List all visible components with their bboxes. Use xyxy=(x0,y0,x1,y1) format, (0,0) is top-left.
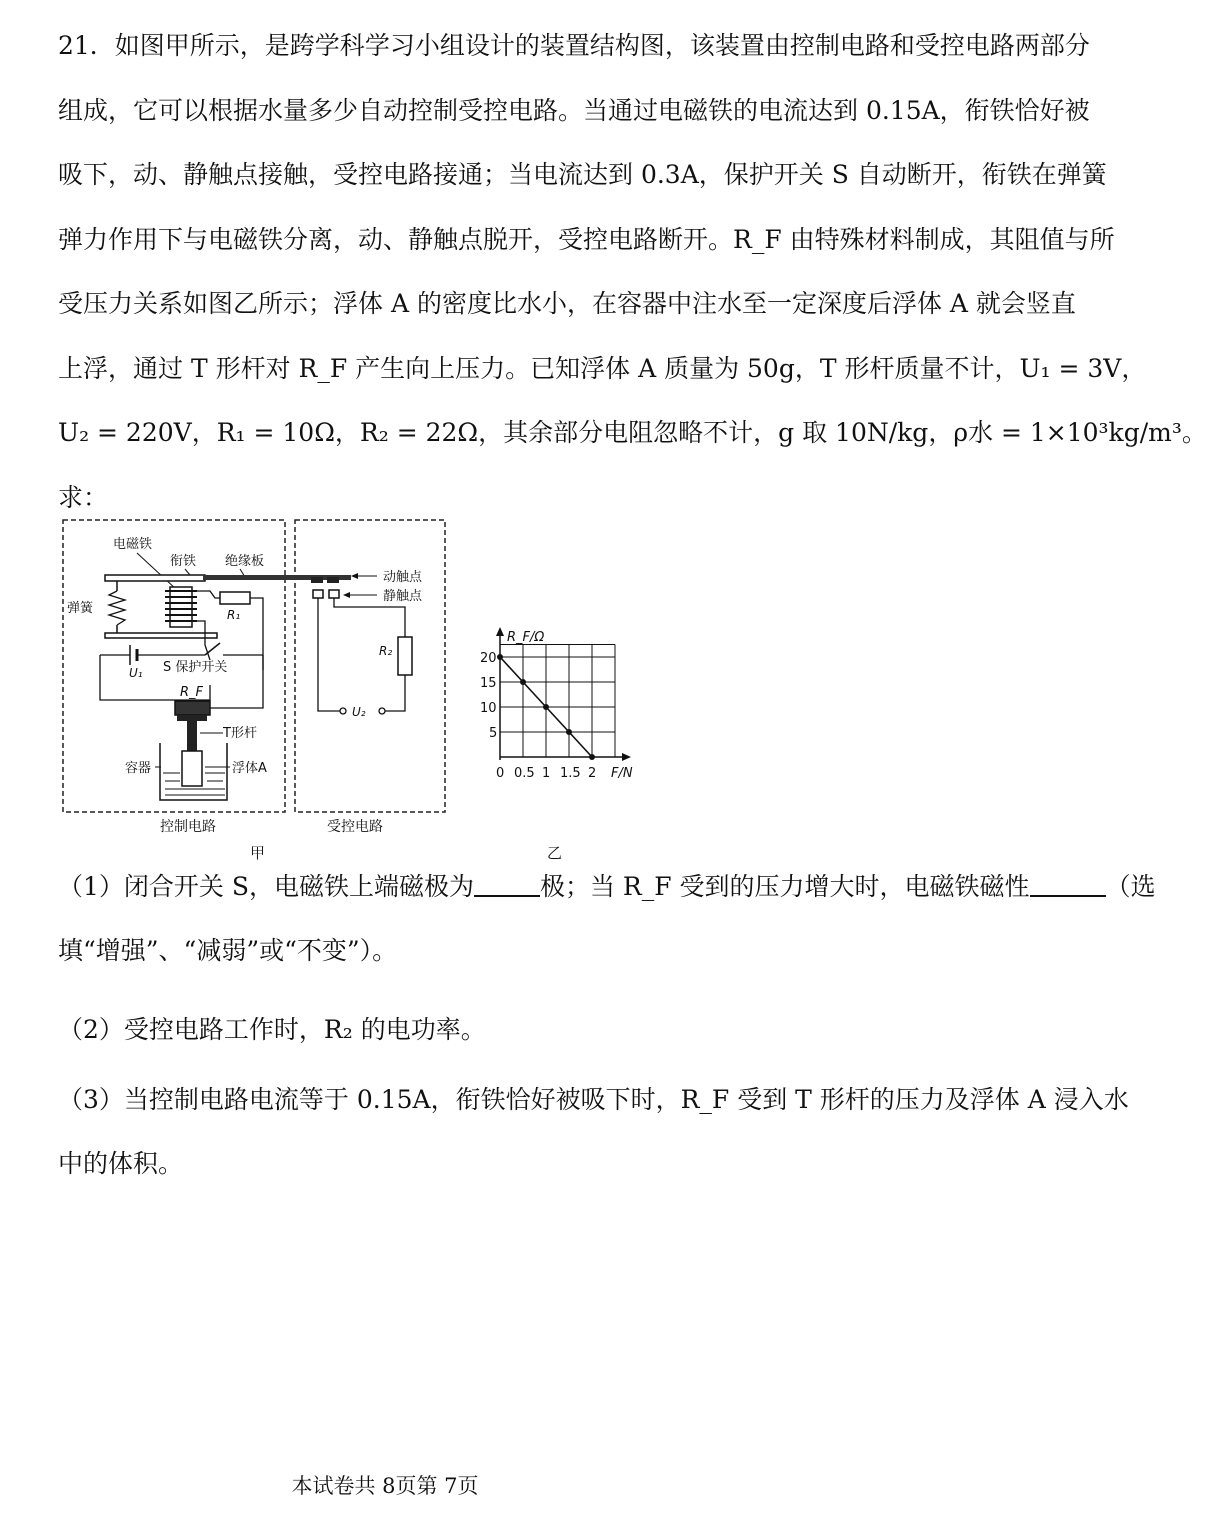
label-electromagnet: 电磁铁 xyxy=(113,537,153,552)
page-footer: 本试卷共 8页第 7页 xyxy=(291,1474,479,1498)
label-armature: 衔铁 xyxy=(170,554,197,569)
data-point xyxy=(589,754,595,760)
label-t-rod: T形杆 xyxy=(223,726,257,741)
label-controlled-circuit: 受控电路 xyxy=(327,819,383,835)
problem-line: 求： xyxy=(58,482,109,512)
label-u1: U₁ xyxy=(129,666,143,680)
label-control-circuit: 控制电路 xyxy=(160,819,216,835)
q1-text-b: 极；当 R_F 受到的压力增大时，电磁铁磁性 xyxy=(539,872,1030,901)
answer-blank-magnetism[interactable] xyxy=(1030,873,1106,897)
q2-text: （2）受控电路工作时，R₂ 的电功率。 xyxy=(58,1015,486,1044)
x-tick-label: 0 xyxy=(496,766,505,781)
x-tick-label: 1.5 xyxy=(560,766,581,781)
problem-line: U₂ = 220V，R₁ = 10Ω，R₂ = 22Ω，其余部分电阻忽略不计，g 取 10N/kg，ρ水 = 1×10³kg/m³。 xyxy=(58,418,1207,447)
answer-blank-pole[interactable] xyxy=(474,873,540,897)
x-tick-label: 1 xyxy=(542,766,551,781)
x-tick-label: 0.5 xyxy=(514,766,535,781)
label-r1: R₁ xyxy=(227,608,241,622)
y-tick-label: 10 xyxy=(480,701,497,716)
label-static-contact: 静触点 xyxy=(383,589,423,604)
x-axis-label: F/N xyxy=(611,766,633,781)
label-moving-contact: 动触点 xyxy=(383,570,423,585)
y-tick-label: 5 xyxy=(489,726,498,741)
question-1 xyxy=(58,855,1156,983)
question-2 xyxy=(58,998,1033,1062)
label-float: 浮体A xyxy=(232,761,267,776)
question-3 xyxy=(58,1068,1129,1196)
q3-text-line1: （3）当控制电路电流等于 0.15A，衔铁恰好被吸下时，R_F 受到 T 形杆的压力及浮体 A 浸入水 xyxy=(58,1085,1129,1114)
figures xyxy=(55,515,655,869)
data-point xyxy=(566,729,572,735)
data-point xyxy=(543,704,549,710)
y-tick-label: 15 xyxy=(480,676,497,691)
x-tick-label: 2 xyxy=(588,766,597,781)
resistor-r2 xyxy=(398,637,412,675)
protection-switch xyxy=(205,643,220,655)
label-r2: R₂ xyxy=(379,644,393,658)
problem-line: 受压力关系如图乙所示；浮体 A 的密度比水小，在容器中注水至一定深度后浮体 A 就会竖直 xyxy=(58,289,1076,318)
static-contact xyxy=(313,590,323,598)
q1-text-line2: 填“增强”、“减弱”或“不变”）。 xyxy=(58,936,398,965)
figure-svg xyxy=(55,515,655,865)
y-axis-label: R_F/Ω xyxy=(507,630,545,645)
q3-text-line2: 中的体积。 xyxy=(58,1149,184,1178)
data-point xyxy=(520,679,526,685)
y-tick-label: 20 xyxy=(480,651,497,666)
spring xyxy=(109,591,125,625)
label-u2: U₂ xyxy=(352,705,366,719)
label-insulating-plate: 绝缘板 xyxy=(225,554,265,569)
rf-sensor xyxy=(175,701,210,715)
problem-line: 上浮，通过 T 形杆对 R_F 产生向上压力。已知浮体 A 质量为 50g，T 形杆质量不计，U₁ = 3V， xyxy=(58,353,1147,383)
resistor-r1 xyxy=(220,592,250,604)
q1-text-a: （1）闭合开关 S，电磁铁上端磁极为 xyxy=(58,872,474,901)
t-rod xyxy=(187,721,197,751)
problem-line: 吸下，动、静触点接触，受控电路接通；当电流达到 0.3A，保护开关 S 自动断开，衔铁在弹簧 xyxy=(58,160,1107,189)
problem-line: 弹力作用下与电磁铁分离，动、静触点脱开，受控电路断开。R_F 由特殊材料制成，其阻值与所 xyxy=(58,224,1115,254)
data-point xyxy=(497,654,503,660)
problem-line: 21．如图甲所示，是跨学科学习小组设计的装置结构图，该装置由控制电路和受控电路两部分 xyxy=(58,31,1090,60)
label-rf: R_F xyxy=(180,685,204,700)
problem-line: 组成，它可以根据水量多少自动控制受控电路。当通过电磁铁的电流达到 0.15A，衔铁恰好被 xyxy=(58,95,1090,125)
figure-caption-jia: 甲 xyxy=(250,844,266,862)
problem-statement xyxy=(58,14,1207,530)
label-spring: 弹簧 xyxy=(67,601,94,616)
q1-text-c: （选 xyxy=(1105,872,1156,901)
rf-force-chart xyxy=(480,627,633,862)
label-switch: S 保护开关 xyxy=(163,660,228,675)
float-a xyxy=(182,751,202,786)
label-container: 容器 xyxy=(125,761,152,776)
figure-caption-yi: 乙 xyxy=(547,844,563,862)
